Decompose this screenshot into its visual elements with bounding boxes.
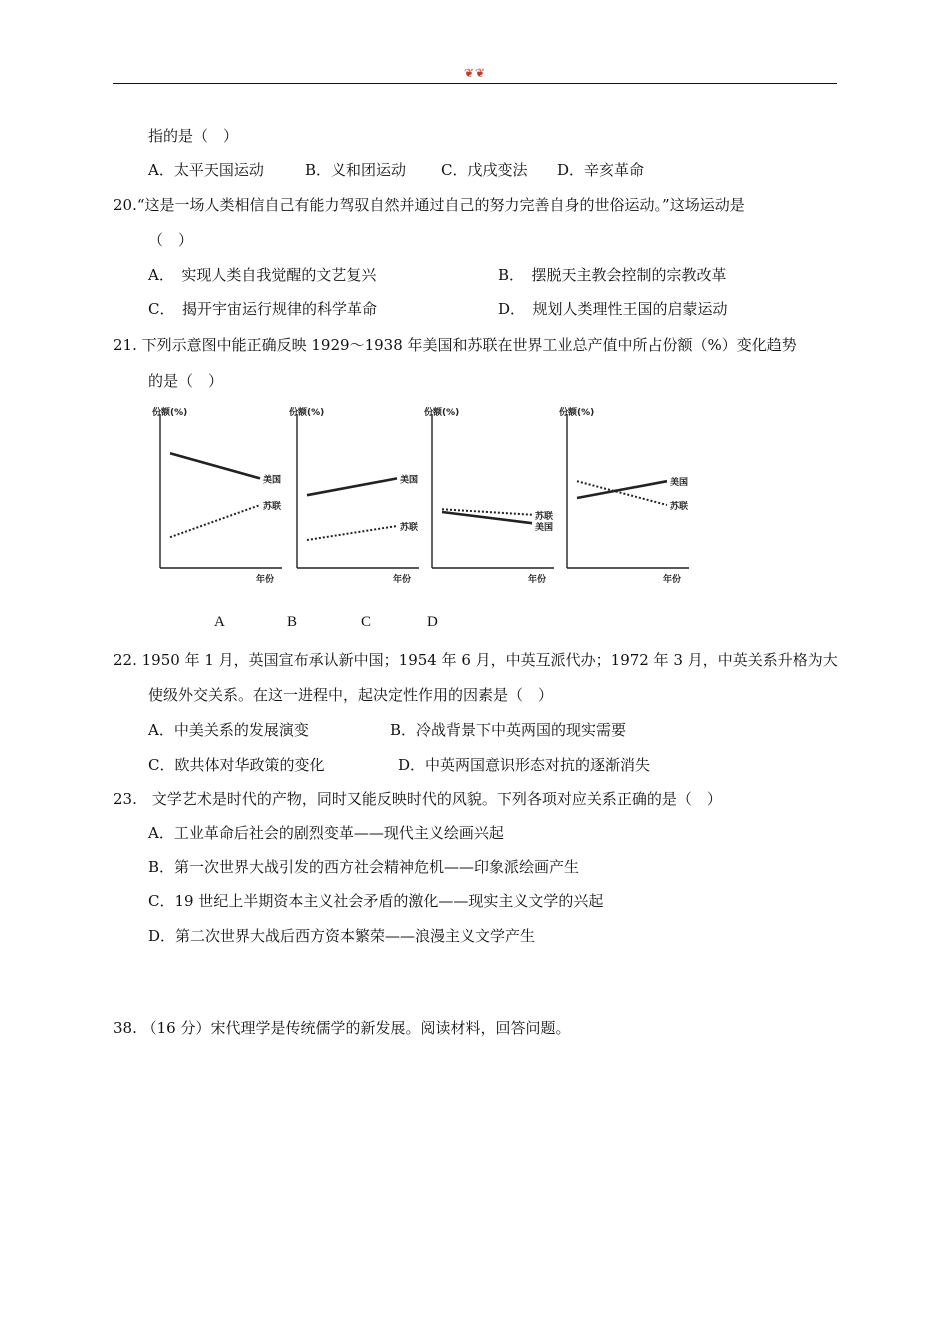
q21-charts-svg [140, 404, 700, 594]
q21-stem: 21. 下列示意图中能正确反映 1929～1938 年美国和苏联在世界工业总产值中所占份额（%）变化趋势 [113, 336, 797, 354]
q19-option-c[interactable]: C．戊戌变法 [441, 161, 528, 179]
q20-option-d[interactable]: D． 规划人类理性王国的启蒙运动 [498, 300, 728, 318]
chart-letter-b[interactable]: B [287, 614, 298, 630]
series-label-ussr: 苏联 [263, 502, 282, 512]
chart-d [559, 406, 689, 585]
series-label-ussr: 苏联 [400, 523, 419, 533]
chart-a [152, 406, 282, 585]
q38-stem: 38. （16 分）宋代理学是传统儒学的新发展。阅读材料，回答问题。 [113, 1019, 571, 1037]
q22-option-b[interactable]: B．冷战背景下中英两国的现实需要 [390, 721, 627, 739]
q19-tail: 指的是（ ） [148, 127, 239, 145]
q19-option-d[interactable]: D．辛亥革命 [557, 161, 645, 179]
chart-x-label: 年份 [528, 575, 547, 585]
q23-option-b[interactable]: B．第一次世界大战引发的西方社会精神危机——印象派绘画产生 [148, 858, 580, 876]
series-label-ussr: 苏联 [535, 511, 554, 522]
chart-letter-c[interactable]: C [361, 614, 372, 630]
series-line-usa [170, 453, 260, 478]
q22-stem-2: 使级外交关系。在这一进程中，起决定性作用的因素是（ ） [148, 686, 554, 704]
series-label-usa: 美国 [535, 522, 554, 533]
q23-option-c[interactable]: C．19 世纪上半期资本主义社会矛盾的激化——现实主义文学的兴起 [148, 892, 604, 910]
series-label-usa: 美国 [670, 478, 689, 489]
chart-b [289, 406, 419, 585]
q19-option-a[interactable]: A．太平天国运动 [148, 161, 264, 179]
q23-option-d[interactable]: D．第二次世界大战后西方资本繁荣——浪漫主义文学产生 [148, 927, 536, 945]
q20-option-c[interactable]: C． 揭开宇宙运行规律的科学革命 [148, 300, 377, 318]
q22-option-a[interactable]: A．中美关系的发展演变 [148, 721, 309, 739]
series-line-ussr [170, 505, 260, 537]
header-rule [113, 83, 837, 84]
q20-option-a[interactable]: A． 实现人类自我觉醒的文艺复兴 [148, 266, 377, 284]
chart-x-label: 年份 [393, 575, 412, 585]
q21-stem-2: 的是（ ） [148, 372, 224, 390]
series-label-ussr: 苏联 [670, 502, 689, 512]
q23-option-a[interactable]: A．工业革命后社会的剧烈变革——现代主义绘画兴起 [148, 824, 504, 842]
series-line-usa [577, 481, 667, 498]
series-label-usa: 美国 [400, 475, 419, 486]
chart-x-label: 年份 [663, 575, 682, 585]
chart-y-label: 份额(%) [559, 408, 595, 418]
chart-y-label: 份额(%) [424, 408, 460, 418]
series-line-usa [307, 478, 397, 495]
q19-option-b[interactable]: B．义和团运动 [305, 161, 407, 179]
chart-x-label: 年份 [256, 575, 275, 585]
chart-letter-a[interactable]: A [214, 614, 225, 630]
chart-letter-d[interactable]: D [427, 614, 438, 630]
series-label-usa: 美国 [263, 475, 282, 486]
q21-charts [140, 404, 700, 594]
series-line-ussr [307, 526, 397, 540]
chart-y-label: 份额(%) [289, 408, 325, 418]
header-ornament: ❦❦ [463, 66, 487, 80]
q22-stem: 22. 1950 年 1 月，英国宣布承认新中国；1954 年 6 月，中英互派代办；1972 年 3 月，中英关系升格为大 [113, 651, 838, 669]
q20-stem: 20.“这是一场人类相信自己有能力驾驭自然并通过自己的努力完善自身的世俗运动。”这场运动是 [113, 196, 745, 214]
q20-paren: （ ） [148, 231, 194, 249]
q20-option-b[interactable]: B． 摆脱天主教会控制的宗教改革 [498, 266, 727, 284]
q23-stem: 23. 文学艺术是时代的产物，同时又能反映时代的风貌。下列各项对应关系正确的是（ ） [113, 790, 722, 808]
q22-option-d[interactable]: D．中英两国意识形态对抗的逐渐消失 [398, 756, 651, 774]
chart-c [424, 406, 554, 585]
q22-option-c[interactable]: C．欧共体对华政策的变化 [148, 756, 325, 774]
chart-y-label: 份额(%) [152, 408, 188, 418]
